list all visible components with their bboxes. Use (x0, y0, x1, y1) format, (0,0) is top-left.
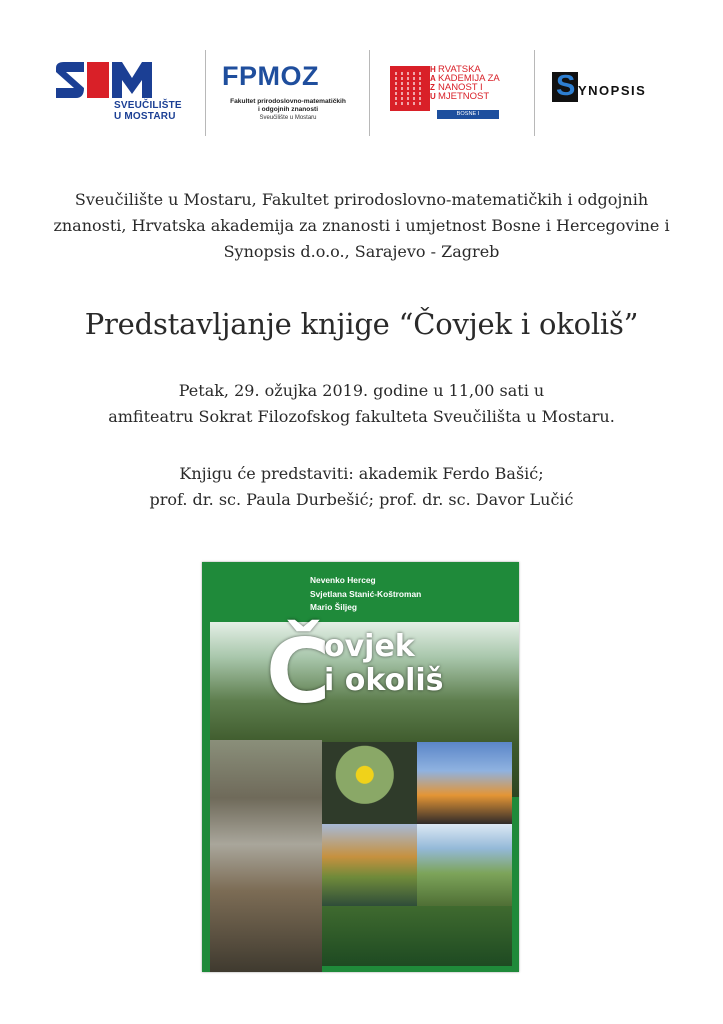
hazu-name (438, 66, 500, 102)
organizers-line: znanosti, Hrvatska akademija za znanosti i umjetnost Bosne i Hercegovine i (53, 216, 670, 235)
fpmoz-logo (218, 48, 358, 138)
hazu-letters (430, 66, 438, 102)
fpmoz-subtitle (218, 98, 358, 114)
synopsis-logo (548, 48, 688, 138)
sum-name-line2: U MOSTARU (114, 111, 176, 122)
sum-name (114, 100, 182, 122)
fpmoz-university: Sveučilište u Mostaru (259, 115, 317, 121)
organizers-line: Synopsis d.o.o., Sarajevo - Zagreb (223, 242, 500, 261)
presenters-line: prof. dr. sc. Paula Durbešić; prof. dr. sc. Davor Lučić (149, 490, 574, 509)
logo-divider (534, 50, 535, 136)
synopsis-mark: S (556, 70, 576, 102)
cover-plants-photo (322, 906, 512, 966)
hazu-logo (390, 48, 510, 138)
sum-emblem-icon (54, 60, 154, 100)
book-cover (202, 562, 519, 972)
hazu-letter: H (430, 65, 436, 74)
synopsis-wordmark: YNOPSIS (578, 83, 647, 98)
cover-energy-photo (417, 742, 512, 824)
fpmoz-subtitle-line1: Fakultet prirodoslovno-matematičkih (230, 98, 346, 105)
cover-pasture-photo (417, 824, 512, 906)
organizers-line: Sveučilište u Mostaru, Fakultet prirodoslovno-matematičkih i odgojnih (74, 190, 649, 209)
cover-author: Svjetlana Stanić-Koštroman (310, 588, 422, 599)
logo-strip (40, 48, 690, 138)
hazu-letter: A (430, 73, 436, 83)
cover-authors (310, 574, 421, 615)
hazu-name-line: KADEMIJA ZA (438, 72, 500, 84)
logo-divider (369, 50, 370, 136)
fpmoz-subtitle-line2: i odgojnih znanosti (257, 106, 319, 113)
hazu-letter: U (430, 91, 436, 101)
cover-lake-photo (322, 824, 417, 906)
cover-title-line2: i okoliš (324, 663, 444, 698)
event-details-line: amfiteatru Sokrat Filozofskog fakulteta Sveučilišta u Mostaru. (108, 407, 615, 426)
presenters (40, 461, 683, 513)
cover-title-line1: ovjek (324, 629, 415, 664)
sum-name-line1: SVEUČILIŠTE (114, 100, 182, 111)
cover-author: Nevenko Herceg (310, 575, 376, 585)
presenters-line: Knjigu će predstaviti: akademik Ferdo Bašić; (179, 464, 544, 483)
organizers (40, 187, 683, 265)
hazu-letter: Z (430, 82, 435, 92)
cover-stream-photo (210, 740, 322, 972)
cover-flower-photo (322, 742, 417, 824)
logo-divider (205, 50, 206, 136)
event-title: Predstavljanje knjige “Čovjek i okoliš” (84, 307, 639, 341)
hazu-name-line: RVATSKA (438, 64, 481, 75)
hazu-bar: BOSNE I HERCEGOVINE (437, 110, 499, 119)
fpmoz-title: FPMOZ (222, 61, 319, 91)
hazu-emblem-icon (390, 66, 430, 111)
hazu-name-line: NANOST I (438, 81, 483, 93)
cover-title-initial: Č (266, 620, 331, 723)
cover-author: Mario Šiljeg (310, 602, 358, 612)
sum-logo (54, 48, 189, 138)
event-details (40, 378, 683, 430)
hazu-name-line: MJETNOST (438, 90, 490, 102)
event-details-line: Petak, 29. ožujka 2019. godine u 11,00 sati u (178, 381, 545, 400)
